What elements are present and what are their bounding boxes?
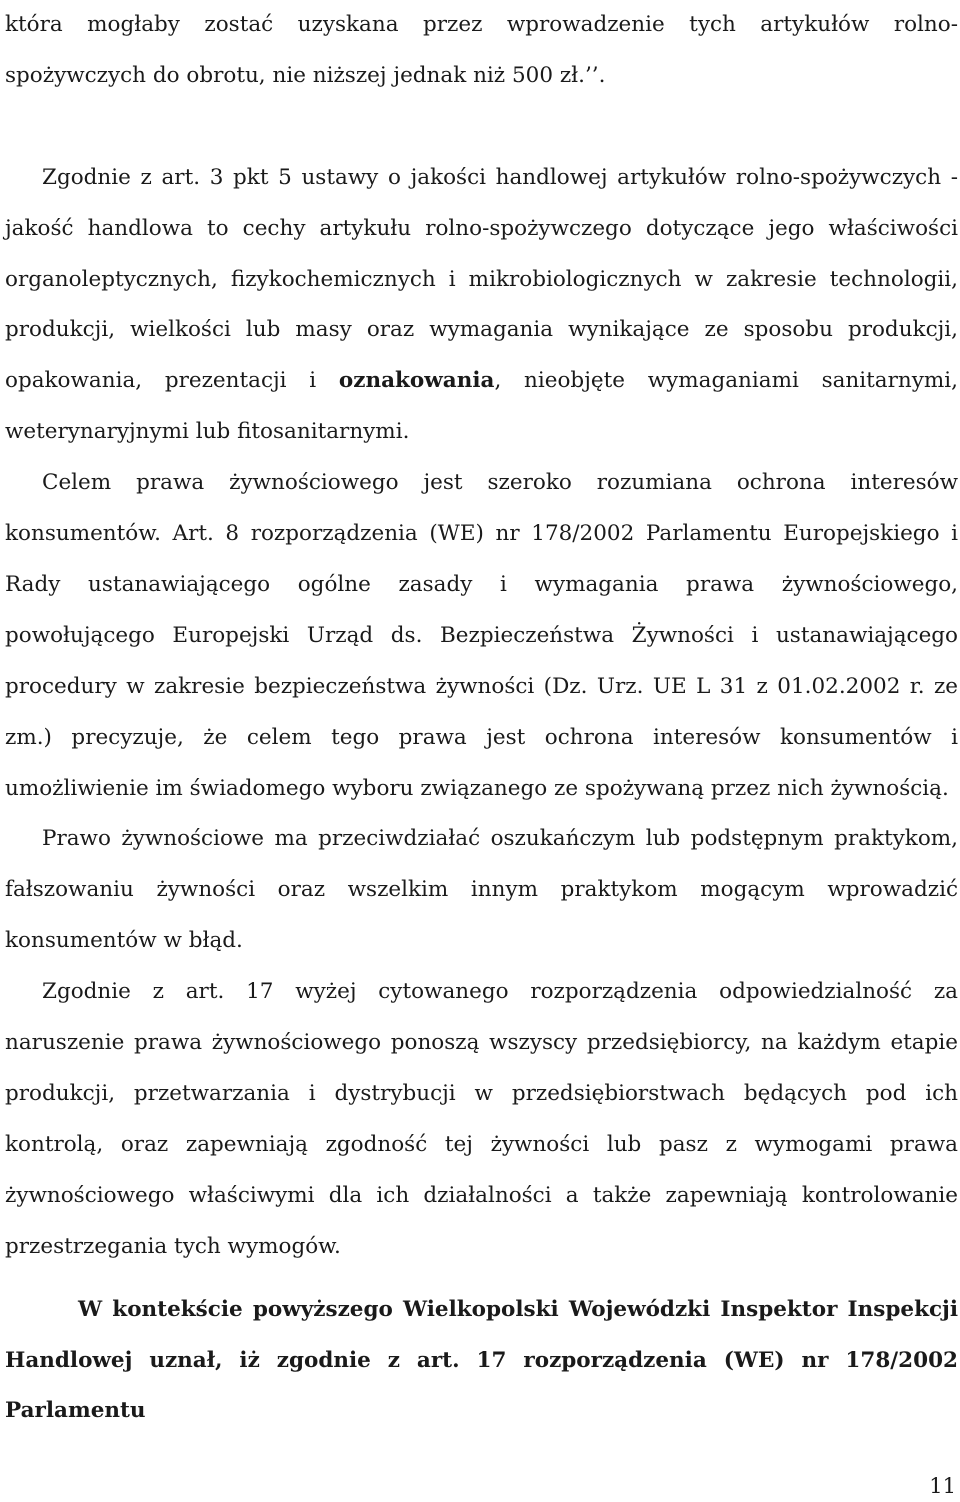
paragraph-spacer (5, 1273, 958, 1285)
document-page (5, 0, 958, 1437)
page-number: 11 (929, 1474, 956, 1498)
paragraph-fraud-prevention: Prawo żywnościowe ma przeciwdziałać oszukańczym lub podstępnym praktykom, fałszowaniu żywności oraz wszelkim innym praktykom mogącym wprowadzić konsumentów w błąd. (5, 826, 958, 954)
paragraph-continuation: która mogłaby zostać uzyskana przez wprowadzenie tych artykułów rolno-spożywczych do obrotu, nie niższej jednak niż 500 zł.’’. (5, 12, 958, 88)
paragraph-operator-responsibility: Zgodnie z art. 17 wyżej cytowanego rozporządzenia odpowiedzialność za naruszenie prawa żywnościowego ponoszą wszyscy przedsiębiorcy, na każdym etapie produkcji, przetwarzania i dystrybucji w przedsiębiorstwach będących pod ich kontrolą, oraz zapewniają zgodność tej żywności lub pasz z wymogami prawa żywnościowego właściwymi dla ich działalności a także zapewniają kontrolowanie przestrzegania tych wymogów. (5, 979, 958, 1259)
quality-definition-text-end: , nieobjęte wymaganiami sanitarnymi, weterynaryjnymi lub fitosanitarnymi. (5, 368, 958, 445)
quality-definition-bold-term: oznakowania (338, 368, 495, 394)
paragraph-quality-definition (5, 153, 958, 458)
paragraph-food-law-goal: Celem prawa żywnościowego jest szeroko rozumiana ochrona interesów konsumentów. Art. 8 rozporządzenia (WE) nr 178/2002 Parlamentu Europejskiego i Rady ustanawiającego ogólne zasady i wymagania prawa żywnościowego, powołującego Europejski Urząd ds. Bezpieczeństwa Żywności i ustanawiającego procedury w zakresie bezpieczeństwa żywności (Dz. Urz. UE L 31 z 01.02.2002 r. ze zm.) precyzuje, że celem tego prawa jest ochrona interesów konsumentów i umożliwienie im świadomego wyboru związanego ze spożywaną przez nich żywnością. (5, 470, 958, 801)
paragraph-inspector-conclusion: W kontekście powyższego Wielkopolski Wojewódzki Inspektor Inspekcji Handlowej uznał, iż zgodnie z art. 17 rozporządzenia (WE) nr 178/2002 Parlamentu (5, 1296, 958, 1424)
quality-definition-text-start: Zgodnie z art. 3 pkt 5 ustawy o jakości handlowej artykułów rolno-spożywczych - jakość handlowa to cechy artykułu rolno-spożywczego dotyczące jego właściwości organoleptycznych, fizykochemicznych i mikrobiologicznych w zakresie technologii, produkcji, wielkości lub masy oraz wymagania wynikające ze sposobu produkcji, opakowania, prezentacji i (5, 164, 958, 394)
paragraph-spacer (5, 102, 958, 153)
